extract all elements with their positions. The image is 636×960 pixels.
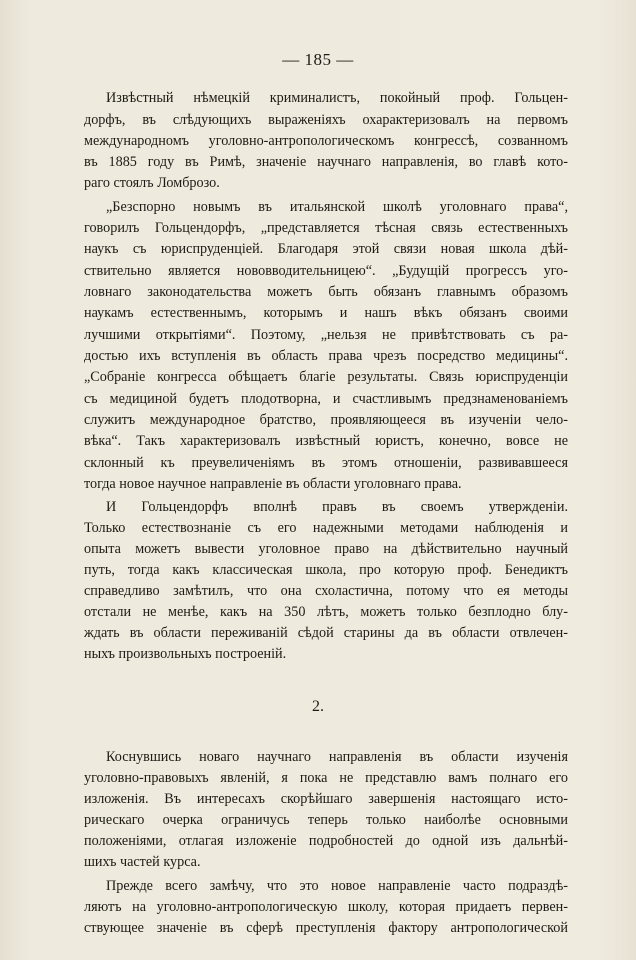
text-line: лучшими открытіями“. Поэтому, „нельзя не привѣтствовать съ ра-: [84, 327, 568, 343]
text-line: наукамъ естественнымъ, которымъ и нашъ вѣкъ обязанъ своими: [84, 305, 568, 321]
text-line: съ медициной будетъ плодотворна, и счастливымъ предзнаменованіемъ: [84, 391, 568, 407]
text-line: Коснувшись новаго научнаго направленія въ области изученія: [106, 749, 568, 765]
text-line: ствующее значеніе въ сферѣ преступленія фактору антропологической: [84, 920, 568, 936]
section-number: 2.: [312, 698, 324, 715]
text-line: Прежде всего замѣчу, что это новое направленіе часто подраздѣ-: [106, 878, 568, 894]
text-line: рическаго очерка ограничусь теперь только наиболѣе основными: [84, 812, 568, 828]
text-line: раго стоялъ Ломброзо.: [84, 175, 220, 191]
text-line: международномъ уголовно-антропологическомъ конгрессѣ, созванномъ: [84, 133, 568, 149]
text-line: достью ихъ вступленія въ область права чрезъ посредство медицины“.: [84, 348, 568, 364]
text-line: изложенія. Въ интересахъ скорѣйшаго завершенія настоящаго исто-: [84, 791, 568, 807]
text-line: И Гольцендорфъ вполнѣ правъ въ своемъ утвержденіи.: [106, 499, 568, 515]
text-line: шихъ частей курса.: [84, 854, 201, 870]
text-line: „Собраніе конгресса обѣщаетъ благіе результаты. Связь юриспруденціи: [84, 369, 568, 385]
text-line: дорфъ, въ слѣдующихъ выраженіяхъ охарактеризовалъ на первомъ: [84, 112, 568, 128]
text-line: ствительно является нововводительницею“. „Будущій прогрессъ уго-: [84, 263, 568, 279]
text-line: справедливо замѣтилъ, что она схоластична, потому что ея методы: [84, 583, 568, 599]
text-line: ждать въ области переживаній сѣдой старины да въ области отвлечен-: [84, 625, 568, 641]
text-line: опыта можетъ вывести уголовное право на дѣйствительно научный: [84, 541, 568, 557]
text-line: Извѣстный нѣмецкій криминалистъ, покойный проф. Гольцен-: [106, 90, 568, 106]
text-line: „Безспорно новымъ въ итальянской школѣ уголовнаго права“,: [106, 199, 568, 215]
text-line: въ 1885 году въ Римѣ, значеніе научнаго направленія, во главѣ кото-: [84, 154, 568, 170]
text-line: тогда новое научное направленіе въ области уголовнаго права.: [84, 476, 462, 492]
page-number: — 185 —: [282, 50, 354, 69]
text-line: ныхъ произвольныхъ построеній.: [84, 646, 287, 662]
text-line: склонный къ преувеличеніямъ въ этомъ отношеніи, развивавшееся: [84, 455, 568, 471]
text-line: Только естествознаніе съ его надежными методами наблюденія и: [84, 520, 568, 536]
text-line: отстали не менѣе, какъ на 350 лѣтъ, можетъ только безплодно блу-: [84, 604, 568, 620]
text-line: положеніями, отлагая изложеніе подробностей до одной изъ дальнѣй-: [84, 833, 568, 849]
text-line: наукъ съ юриспруденціей. Благодаря этой связи новая школа дѣй-: [84, 241, 568, 257]
text-line: вѣка“. Такъ характеризовалъ извѣстный юристъ, конечно, вовсе не: [84, 433, 568, 449]
text-line: ловнаго законодательства можетъ быть обязанъ главнымъ образомъ: [84, 284, 568, 300]
text-line: уголовно-правовыхъ явленій, я пока не представлю вамъ полнаго его: [84, 770, 568, 786]
text-line: говорилъ Гольцендорфъ, „представляется тѣсная связь естественныхъ: [84, 220, 568, 236]
text-line: служитъ международное братство, проявляющееся въ изученіи чело-: [84, 412, 568, 428]
text-line: путь, тогда какъ классическая школа, про которую проф. Бенедиктъ: [84, 562, 568, 578]
text-line: ляютъ на уголовно-антропологическую школу, которая придаетъ первен-: [84, 899, 568, 915]
